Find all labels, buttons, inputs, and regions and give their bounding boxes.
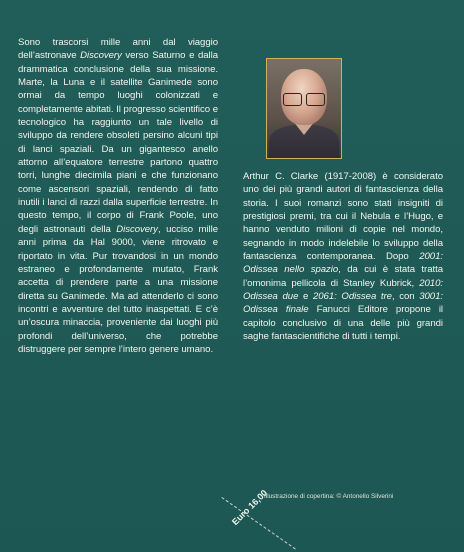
synopsis-part-1: Sono trascorsi mille anni dal viaggio dell’astronave <box>18 37 218 62</box>
book-title-2061: 2061: Odissea tre <box>312 291 392 303</box>
book-title-2001: 2001: Odissea nello spazio <box>243 251 443 276</box>
book-title-3001: 3001: Odissea finale <box>243 291 443 316</box>
synopsis-part-3: , ucciso mille anni prima da Hal 9000, viene ritrovato e riportato in vita. Pur trovandosi in un mondo estraneo e profondamente mutato, Frank accetta di prendere parte a una missione diretta su Ganimede. Ma ad attenderlo ci sono incontri e avventure del tutto inaspettati. E c’è un’oscura minaccia, proveniente dai luoghi più profondi dell’universo, che potrebbe distruggere per sempre l’intero genere umano. <box>18 223 218 355</box>
synopsis <box>18 36 218 356</box>
synopsis-ship-name: Discovery <box>80 50 122 62</box>
author-bio <box>243 170 443 343</box>
book-title-2010: 2010: Odissea due <box>243 277 443 303</box>
synopsis-part-2: verso Saturno e dalla drammatica conclusione della sua missione. Marte, la Luna e il satellite Ganimede sono ormai da tempo luoghi colonizzati e completamente abitati. Il progresso scientifico e tecnologico ha raggiunto un tale livello di sviluppo da rendere obsoleti persino alcuni tipi di lanci spaziali. Da un gigantesco anello attorno all’equatore terrestre partono quattro torri, lunghe diecimila piani e che funzionano come ascensori spaziali, rendendo di fatto inutili i lanci di razzi dalla superficie terrestre. In questo tempo, il corpo di Frank Poole, uno degli astronauti della <box>18 50 218 235</box>
author-photo <box>266 58 342 159</box>
author-bio-text: Arthur C. Clarke (1917-2008) è considerato uno dei più grandi autori di fantascienza della storia. I suoi romanzi sono stati insigniti di prestigiosi premi, tra cui il Nebula e l’Hugo, e hanno venduto milioni di copie nel mondo, segnando in modo indelebile lo sviluppo della fantascienza contemporanea. Dopo 2001: Odissea nello spazio, da cui è stata tratta l’omonima pellicola di Stanley Kubrick, 2010: Odissea due e 2061: Odissea tre, con 3001: Odissea finale Fanucci Editore propone il capitolo conclusivo di una delle più grandi saghe fantascientifiche di tutti i tempi. <box>243 171 443 343</box>
synopsis-ship-name-2: Discovery <box>116 223 158 235</box>
synopsis-text <box>18 36 218 356</box>
price-label: Euro 16,00 <box>230 487 270 528</box>
cover-credit: Illustrazione di copertina: © Antonello Silverini <box>264 493 394 500</box>
